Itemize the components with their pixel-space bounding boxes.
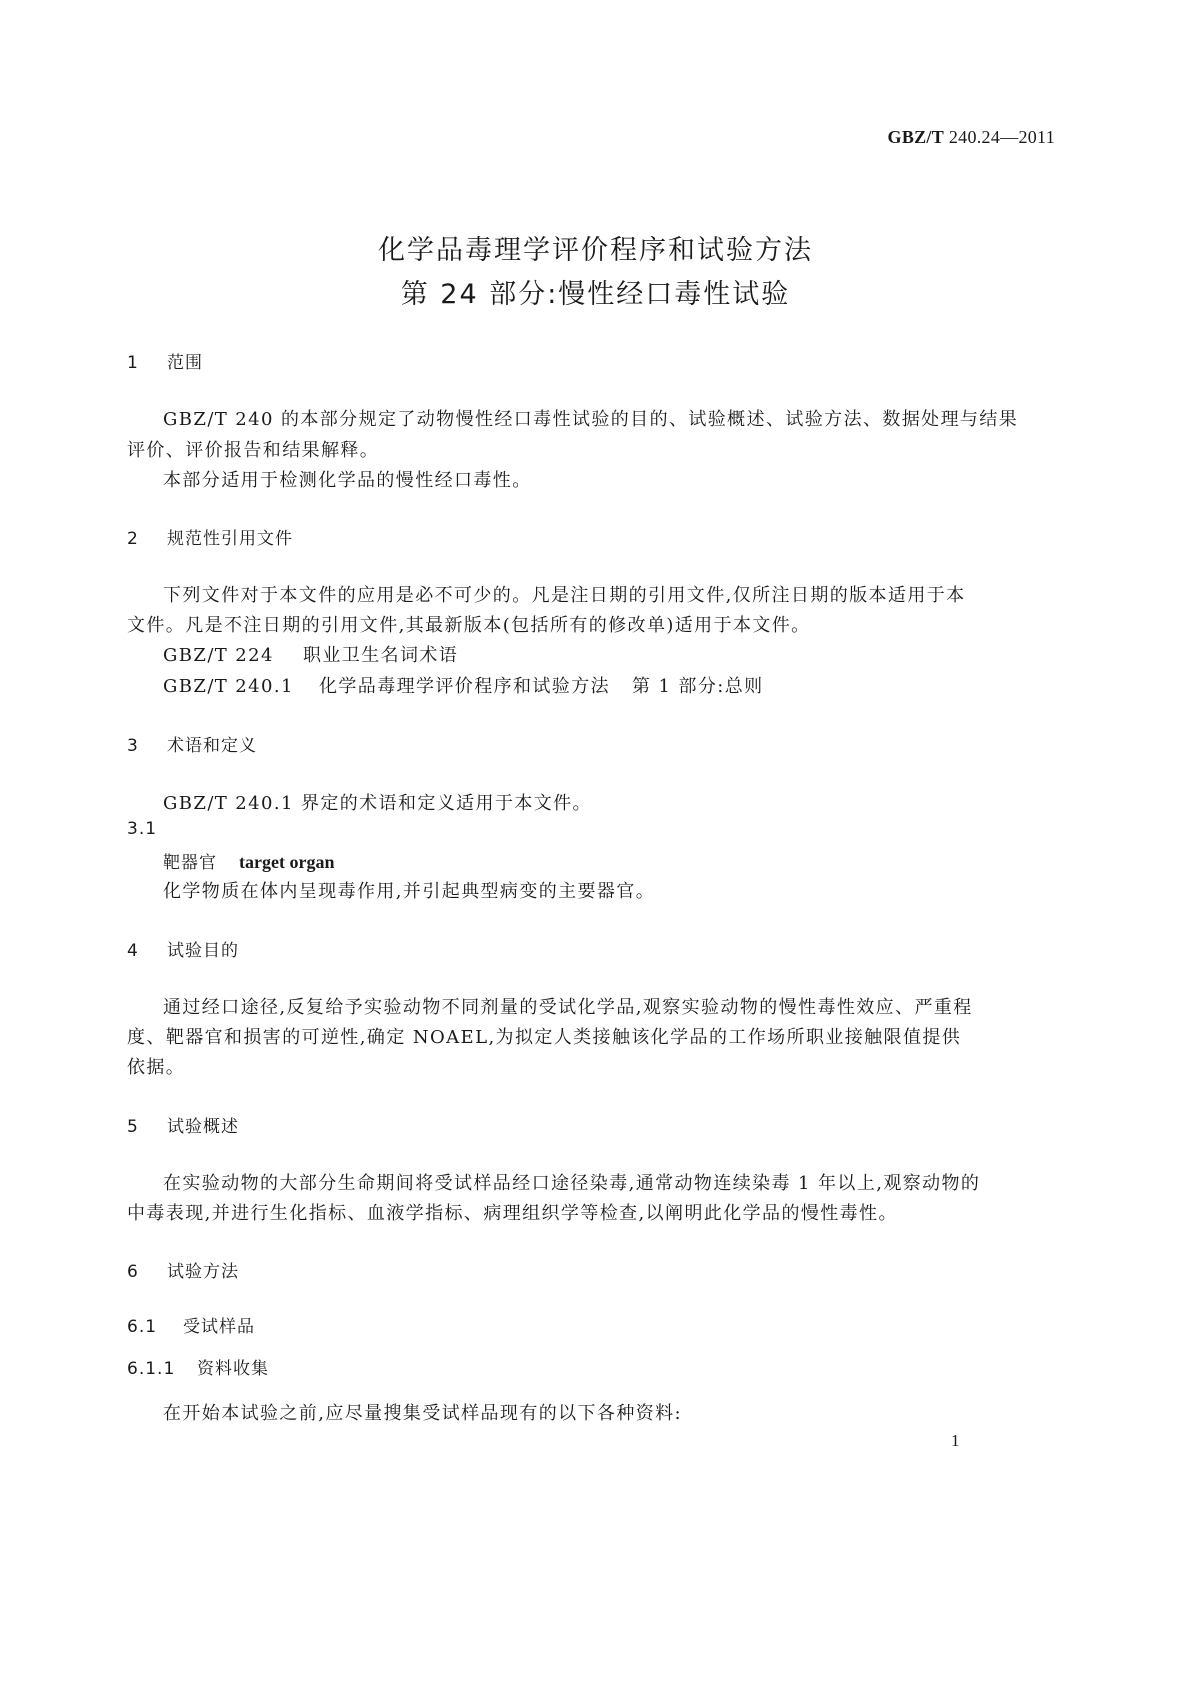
paragraph-line: 本部分适用于检测化学品的慢性经口毒性。 — [163, 470, 532, 491]
section-title: 范围 — [167, 353, 203, 373]
section-number: 2 — [127, 529, 139, 549]
section-title: 术语和定义 — [167, 736, 257, 756]
section-4-heading — [127, 936, 239, 961]
standard-prefix: GBZ/T — [887, 127, 945, 147]
paragraph-line: 中毒表现,并进行生化指标、血液学指标、病理组织学等检查,以阐明此化学品的慢性毒性。 — [127, 1203, 898, 1224]
term-number: 3.1 — [127, 819, 158, 839]
term-english: target organ — [239, 852, 335, 872]
reference-part: 第 1 部分:总则 — [632, 676, 764, 697]
section-title: 试验概述 — [167, 1117, 239, 1137]
normative-reference — [163, 641, 458, 667]
section-1-heading — [127, 348, 203, 373]
standard-number: 240.24—2011 — [948, 127, 1055, 147]
paragraph-line: 评价、评价报告和结果解释。 — [127, 440, 380, 461]
section-title: 试验目的 — [167, 941, 239, 961]
standard-code — [888, 127, 1055, 148]
normative-reference — [163, 672, 764, 698]
section-number: 4 — [127, 941, 139, 961]
section-2-heading — [127, 524, 293, 549]
section-number: 6 — [127, 1262, 139, 1282]
section-6-heading — [127, 1257, 239, 1282]
reference-code: GBZ/T 240.1 — [163, 676, 294, 697]
paragraph-line: GBZ/T 240 的本部分规定了动物慢性经口毒性试验的目的、试验概述、试验方法、数据处理与结果 — [163, 409, 1019, 430]
subsection-title: 受试样品 — [183, 1317, 255, 1337]
section-title: 试验方法 — [167, 1262, 239, 1282]
section-3-heading — [127, 731, 257, 756]
subsection-title: 资料收集 — [197, 1359, 269, 1379]
paragraph-line: 在实验动物的大部分生命期间将受试样品经口途径染毒,通常动物连续染毒 1 年以上,观察动物的 — [163, 1173, 981, 1194]
term-definition: 化学物质在体内呈现毒作用,并引起典型病变的主要器官。 — [163, 881, 656, 902]
subsection-number: 6.1.1 — [127, 1359, 176, 1379]
term-entry — [163, 848, 334, 873]
document-subtitle: 第 24 部分:慢性经口毒性试验 — [400, 279, 791, 310]
section-title: 规范性引用文件 — [167, 529, 293, 549]
section-5-heading — [127, 1112, 239, 1137]
subsection-number: 6.1 — [127, 1317, 158, 1337]
paragraph-line: GBZ/T 240.1 界定的术语和定义适用于本文件。 — [163, 793, 592, 814]
subsection-6-1-heading — [127, 1312, 255, 1337]
document-title: 化学品毒理学评价程序和试验方法 — [378, 235, 813, 266]
reference-title: 职业卫生名词术语 — [303, 645, 459, 666]
paragraph-line: 度、靶器官和损害的可逆性,确定 NOAEL,为拟定人类接触该化学品的工作场所职业接触限值提供 — [127, 1027, 962, 1048]
paragraph-line: 下列文件对于本文件的应用是必不可少的。凡是注日期的引用文件,仅所注日期的版本适用于本 — [163, 585, 966, 606]
paragraph-line: 文件。凡是不注日期的引用文件,其最新版本(包括所有的修改单)适用于本文件。 — [127, 615, 811, 636]
paragraph-line: 在开始本试验之前,应尽量搜集受试样品现有的以下各种资料: — [163, 1403, 682, 1424]
paragraph-line: 依据。 — [127, 1057, 186, 1078]
section-number: 1 — [127, 353, 139, 373]
subsection-6-1-1-heading — [127, 1354, 269, 1379]
page-number: 1 — [951, 1431, 960, 1450]
reference-code: GBZ/T 224 — [163, 645, 274, 666]
reference-title: 化学品毒理学评价程序和试验方法 — [319, 676, 610, 697]
section-number: 5 — [127, 1117, 139, 1137]
paragraph-line: 通过经口途径,反复给予实验动物不同剂量的受试化学品,观察实验动物的慢性毒性效应、严重程 — [163, 997, 973, 1018]
term-chinese: 靶器官 — [163, 853, 217, 873]
section-number: 3 — [127, 736, 139, 756]
